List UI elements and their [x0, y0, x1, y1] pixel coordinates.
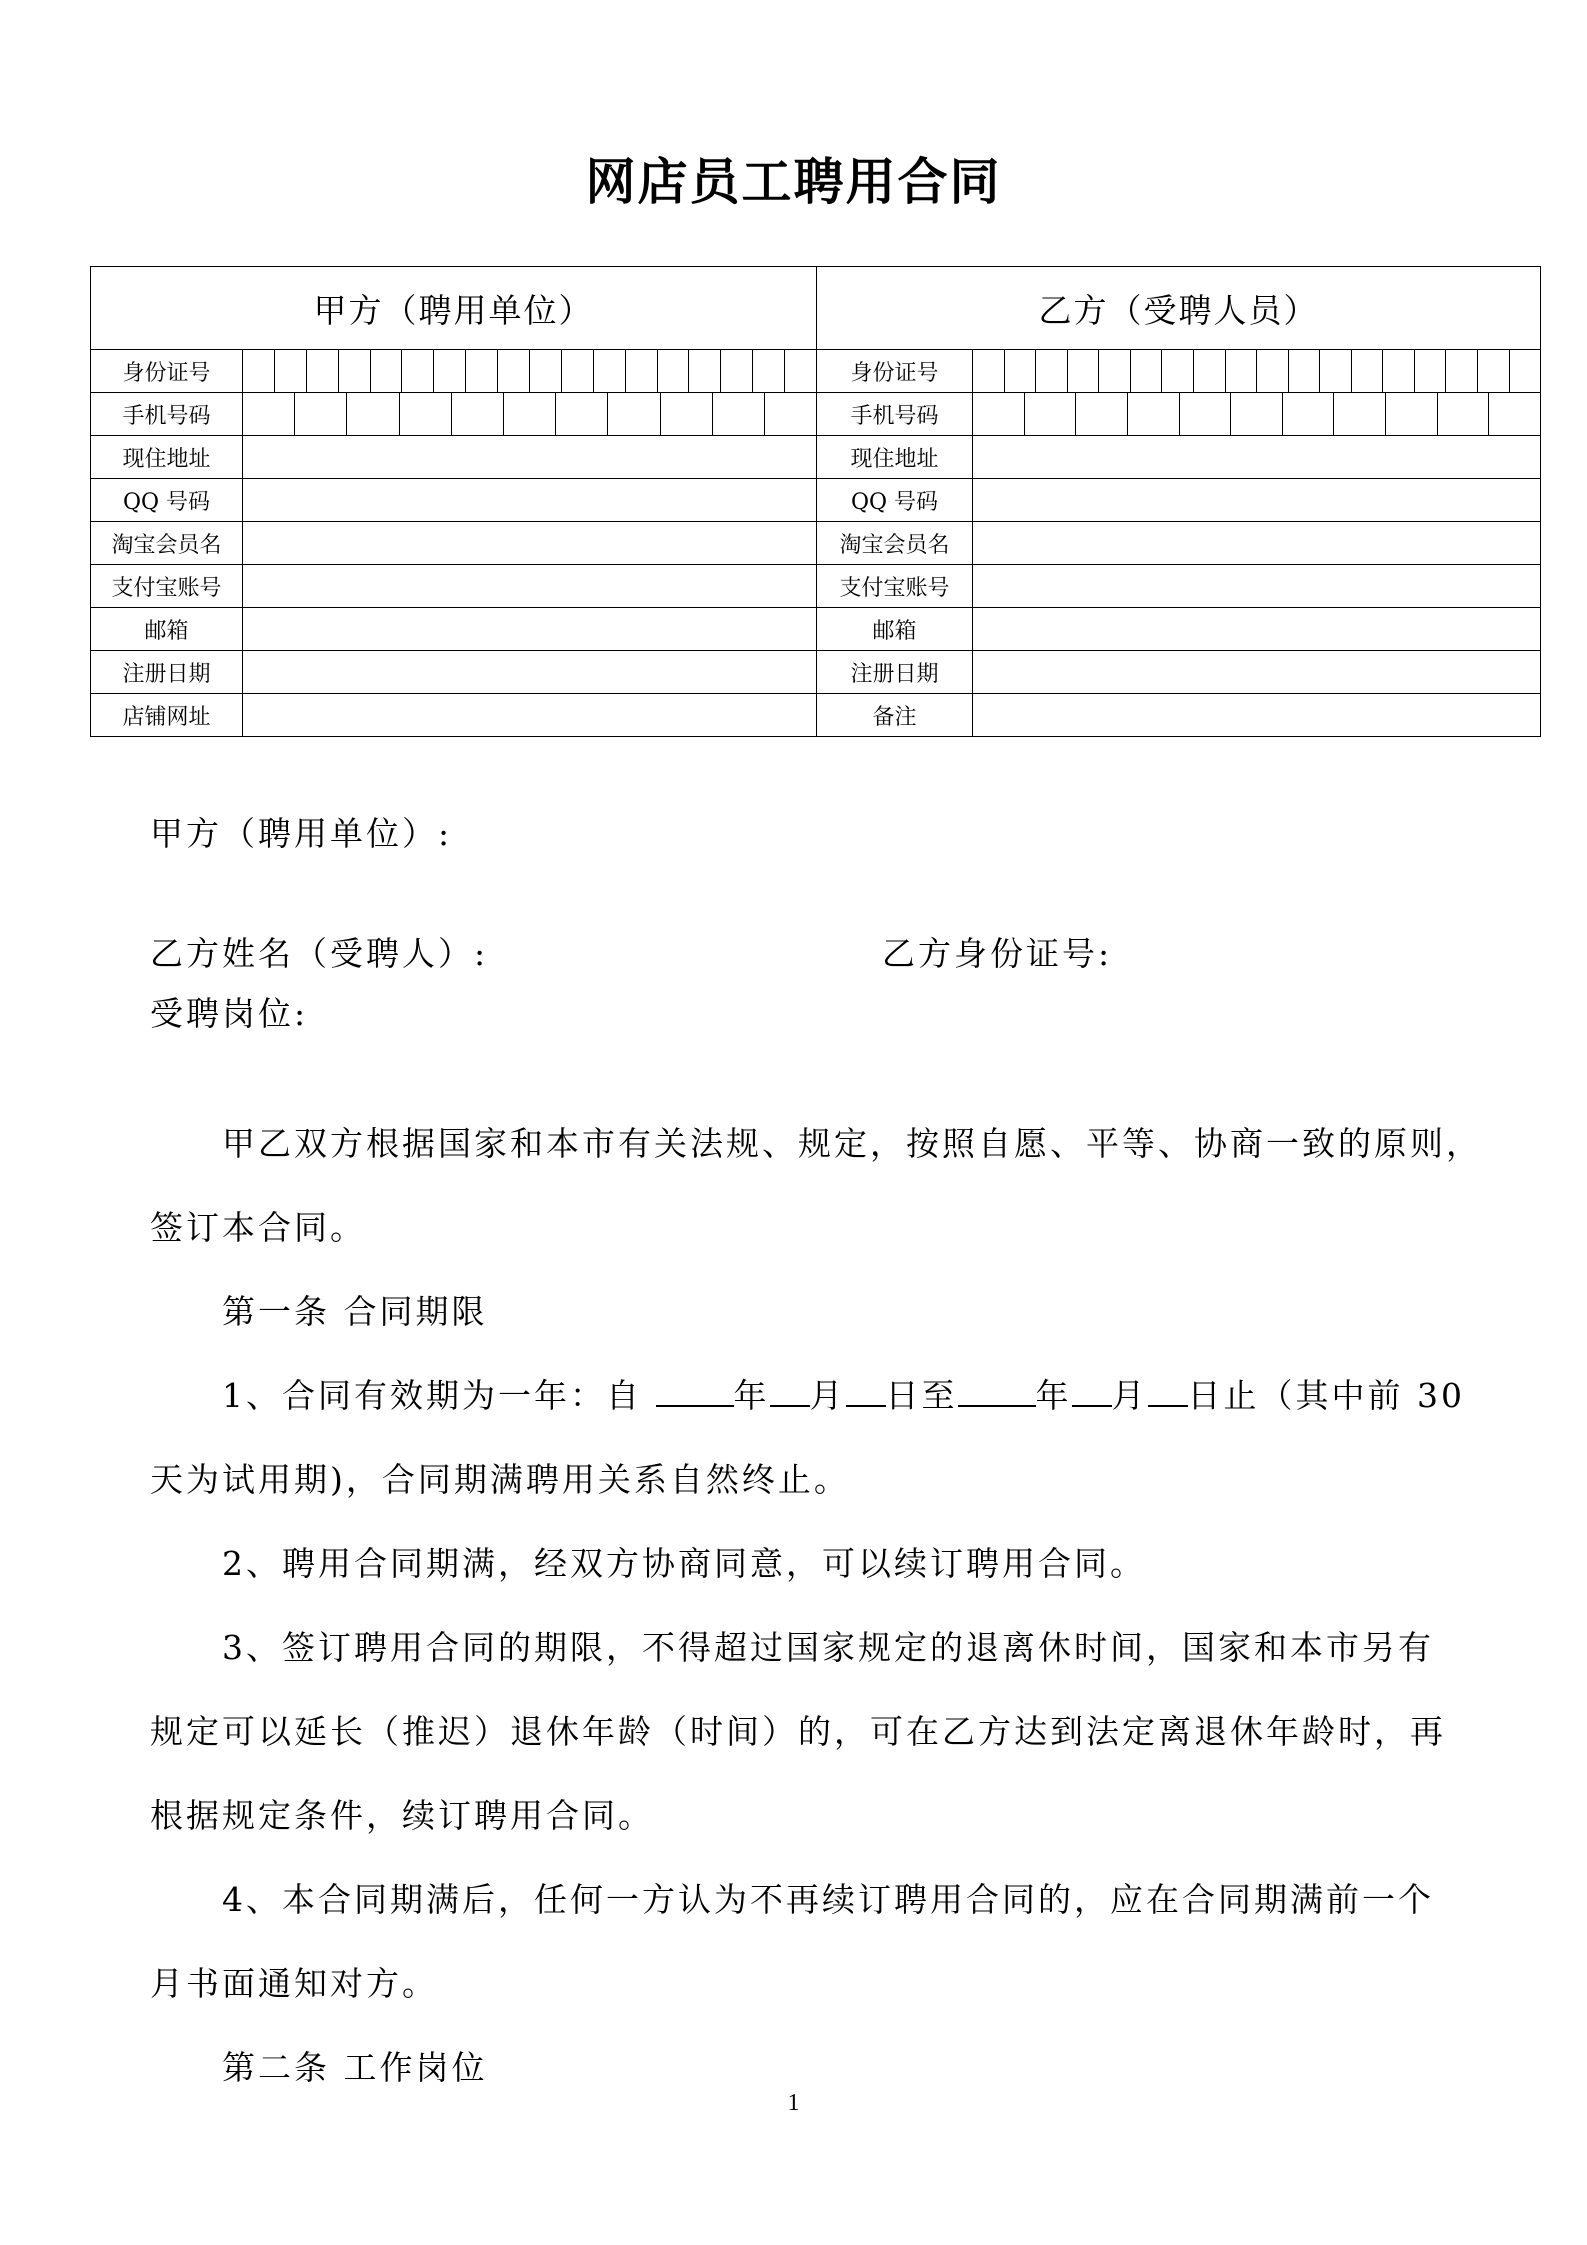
party-b-name-field: 乙方姓名（受聘人）: [150, 934, 489, 973]
year-blank[interactable] [958, 1375, 1036, 1407]
intro-paragraph-line: 签订本合同。 [150, 1208, 366, 1247]
digit-box[interactable] [1035, 350, 1067, 392]
shop-url-field[interactable] [243, 694, 817, 737]
row-label: 店铺网址 [91, 694, 243, 737]
digit-box[interactable] [607, 393, 659, 435]
digit-box[interactable] [625, 350, 657, 392]
digit-box[interactable] [764, 393, 816, 435]
taobao-field-b[interactable] [973, 522, 1541, 565]
digit-box[interactable] [451, 393, 503, 435]
digit-box[interactable] [1333, 393, 1385, 435]
day-blank[interactable] [846, 1375, 886, 1407]
clause-1-line-1 [222, 1370, 1465, 1417]
digit-box[interactable] [1193, 350, 1225, 392]
document-title: 网店员工聘用合同 [585, 153, 1002, 211]
table-row [91, 565, 1541, 608]
digit-box[interactable] [294, 393, 346, 435]
row-label: 邮箱 [817, 608, 973, 651]
digit-box[interactable] [1437, 393, 1489, 435]
digit-box[interactable] [529, 350, 561, 392]
table-row [91, 350, 1541, 393]
month-blank[interactable] [770, 1375, 810, 1407]
table-row [91, 608, 1541, 651]
digit-box[interactable] [1282, 393, 1334, 435]
table-row [91, 393, 1541, 436]
row-label: 身份证号 [91, 350, 243, 393]
party-b-id-field: 乙方身份证号: [882, 934, 1113, 973]
clause-1-line-2: 天为试用期)，合同期满聘用关系自然终止。 [150, 1460, 850, 1499]
alipay-field-b[interactable] [973, 565, 1541, 608]
row-label: QQ 号码 [817, 479, 973, 522]
digit-box[interactable] [784, 350, 816, 392]
digit-box[interactable] [973, 350, 1004, 392]
digit-box[interactable] [243, 350, 274, 392]
digit-box[interactable] [1024, 393, 1076, 435]
digit-box[interactable] [593, 350, 625, 392]
digit-box[interactable] [274, 350, 306, 392]
party-a-field: 甲方（聘用单位）: [150, 814, 453, 853]
digit-box[interactable] [1067, 350, 1099, 392]
table-row [91, 479, 1541, 522]
page-number: 1 [787, 2090, 800, 2116]
digit-box[interactable] [1445, 350, 1477, 392]
email-field-a[interactable] [243, 608, 817, 651]
row-label: 注册日期 [817, 651, 973, 694]
digit-box[interactable] [1509, 350, 1541, 392]
digit-box[interactable] [465, 350, 497, 392]
remarks-field[interactable] [973, 694, 1541, 737]
article-2-title: 第二条 工作岗位 [222, 2048, 488, 2087]
clause-3-line-3: 根据规定条件，续订聘用合同。 [150, 1796, 654, 1835]
digit-box[interactable] [338, 350, 370, 392]
digit-box[interactable] [1230, 393, 1282, 435]
clause-text: 月 [1111, 1376, 1148, 1415]
row-label: 淘宝会员名 [91, 522, 243, 565]
row-label: 邮箱 [91, 608, 243, 651]
digit-box[interactable] [688, 350, 720, 392]
digit-box[interactable] [306, 350, 338, 392]
clause-text: 日止（其中前 30 [1187, 1376, 1465, 1415]
clause-3-line-1: 3、签订聘用合同的期限，不得超过国家规定的退离休时间，国家和本市另有 [222, 1628, 1434, 1667]
table-row [91, 694, 1541, 737]
digit-box[interactable] [1288, 350, 1320, 392]
table-row [91, 436, 1541, 479]
digit-box[interactable] [1161, 350, 1193, 392]
article-1-title: 第一条 合同期限 [222, 1292, 488, 1331]
digit-box[interactable] [555, 393, 607, 435]
digit-box[interactable] [712, 393, 764, 435]
clause-text: 1、合同有效期为一年：自 [222, 1376, 656, 1415]
month-blank[interactable] [1072, 1375, 1112, 1407]
clause-4-line-2: 月书面通知对方。 [150, 1964, 438, 2003]
party-a-header: 甲方（聘用单位） [91, 267, 817, 350]
address-field-b[interactable] [973, 436, 1541, 479]
row-label: 手机号码 [91, 393, 243, 436]
table-header-row [91, 267, 1541, 350]
id-number-boxes-a[interactable] [243, 350, 817, 393]
digit-box[interactable] [1382, 350, 1414, 392]
register-date-field-b[interactable] [973, 651, 1541, 694]
digit-box[interactable] [720, 350, 752, 392]
position-field: 受聘岗位: [150, 994, 309, 1033]
clause-2: 2、聘用合同期满，经双方协商同意，可以续订聘用合同。 [222, 1544, 1146, 1583]
digit-box[interactable] [433, 350, 465, 392]
email-field-b[interactable] [973, 608, 1541, 651]
row-label: 淘宝会员名 [817, 522, 973, 565]
intro-paragraph-line: 甲乙双方根据国家和本市有关法规、规定，按照自愿、平等、协商一致的原则， [222, 1124, 1482, 1163]
digit-box[interactable] [503, 393, 555, 435]
party-b-header: 乙方（受聘人员） [817, 267, 1541, 350]
party-info-table [90, 266, 1541, 737]
taobao-field-a[interactable] [243, 522, 817, 565]
digit-box[interactable] [370, 350, 402, 392]
digit-box[interactable] [561, 350, 593, 392]
table-row [91, 522, 1541, 565]
row-label: 身份证号 [817, 350, 973, 393]
digit-box[interactable] [1075, 393, 1127, 435]
digit-box[interactable] [1179, 393, 1231, 435]
clause-text: 日至 [885, 1376, 958, 1415]
clause-text: 年 [1035, 1376, 1072, 1415]
id-number-boxes-b[interactable] [973, 350, 1541, 393]
row-label: 手机号码 [817, 393, 973, 436]
digit-box[interactable] [1319, 350, 1351, 392]
digit-box[interactable] [1488, 393, 1540, 435]
table-row [91, 651, 1541, 694]
digit-box[interactable] [1098, 350, 1130, 392]
digit-box[interactable] [243, 393, 294, 435]
digit-box[interactable] [1385, 393, 1437, 435]
clause-4-line-1: 4、本合同期满后，任何一方认为不再续订聘用合同的，应在合同期满前一个 [222, 1880, 1434, 1919]
digit-box[interactable] [1477, 350, 1509, 392]
row-label: 现住地址 [91, 436, 243, 479]
digit-box[interactable] [660, 393, 712, 435]
digit-box[interactable] [1127, 393, 1179, 435]
digit-box[interactable] [497, 350, 529, 392]
digit-box[interactable] [401, 350, 433, 392]
qq-field-b[interactable] [973, 479, 1541, 522]
clause-text: 月 [809, 1376, 846, 1415]
row-label: 支付宝账号 [817, 565, 973, 608]
row-label: 注册日期 [91, 651, 243, 694]
address-field-a[interactable] [243, 436, 817, 479]
row-label: 备注 [817, 694, 973, 737]
clause-3-line-2: 规定可以延长（推迟）退休年龄（时间）的，可在乙方达到法定离退休年龄时，再 [150, 1712, 1446, 1751]
phone-boxes-a[interactable] [243, 393, 817, 436]
digit-box[interactable] [1414, 350, 1446, 392]
digit-box[interactable] [657, 350, 689, 392]
row-label: 现住地址 [817, 436, 973, 479]
digit-box[interactable] [399, 393, 451, 435]
digit-box[interactable] [1004, 350, 1036, 392]
row-label: 支付宝账号 [91, 565, 243, 608]
digit-box[interactable] [752, 350, 784, 392]
register-date-field-a[interactable] [243, 651, 817, 694]
digit-box[interactable] [1256, 350, 1288, 392]
qq-field-a[interactable] [243, 479, 817, 522]
digit-box[interactable] [1225, 350, 1257, 392]
row-label: QQ 号码 [91, 479, 243, 522]
year-blank[interactable] [656, 1375, 734, 1407]
digit-box[interactable] [973, 393, 1024, 435]
digit-box[interactable] [1351, 350, 1383, 392]
digit-box[interactable] [346, 393, 398, 435]
phone-boxes-b[interactable] [973, 393, 1541, 436]
digit-box[interactable] [1130, 350, 1162, 392]
day-blank[interactable] [1148, 1375, 1188, 1407]
alipay-field-a[interactable] [243, 565, 817, 608]
clause-text: 年 [733, 1376, 770, 1415]
